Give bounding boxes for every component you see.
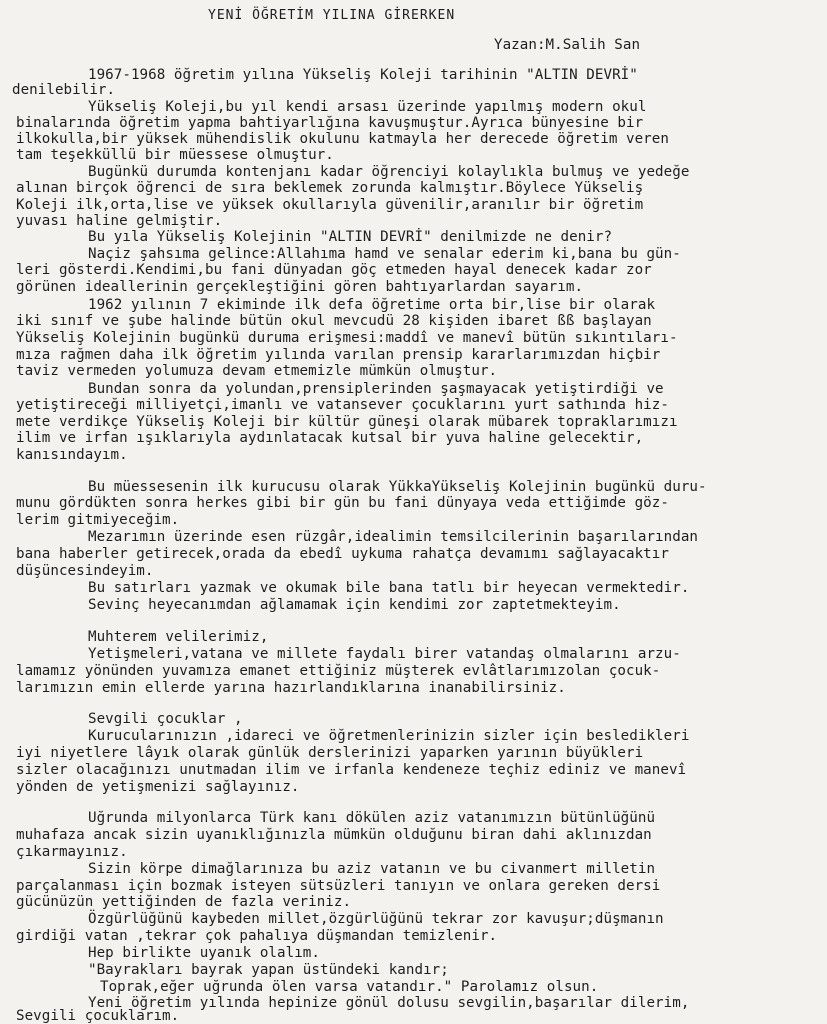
text-line: Sizin körpe dimağlarınıza bu aziz vatanın ve bu civanmert milletin bbox=[88, 861, 656, 877]
text-line: ilkokulla,bir yüksek mühendislik okulunu katmayla her derecede öğretim veren bbox=[16, 131, 669, 147]
text-line: parçalanması için bozmak isteyen sütsüzleri tanıyın ve onlara gereken dersi bbox=[16, 878, 661, 894]
text-line: Hep birlikte uyanık olalım. bbox=[88, 945, 320, 961]
text-line: taviz vermeden yolumuza devam etmemizle mümkün olmuştur. bbox=[16, 363, 498, 379]
text-line: alınan birçok öğrenci de sıra beklemek zorunda kalmıştır.Böylece Yükseliş bbox=[16, 180, 644, 196]
text-line: bana haberler getirecek,orada da ebedî uykuma rahatça devamımı sağlayacaktır bbox=[16, 546, 669, 562]
text-line: Koleji ilk,orta,lise ve yüksek okullarıyla güvenilir,aranılır bir öğretim bbox=[16, 197, 644, 213]
text-line: Toprak,eğer uğrunda ölen varsa vatandır." Parolamız olsun. bbox=[100, 979, 599, 995]
text-line: Bu müessesenin ilk kurucusu olarak YükkaYükseliş Kolejinin bugünkü duru- bbox=[88, 479, 707, 495]
text-line: düşüncesindeyim. bbox=[16, 563, 154, 579]
text-line: binalarında öğretim yapma bahtiyarlığına kavuşmuştur.Ayrıca bünyesine bir bbox=[16, 115, 644, 131]
text-line: Naçiz şahsıma gelince:Allahıma hamd ve senalar ederim ki,bana bu gün- bbox=[88, 246, 681, 262]
text-line: iyi niyetlere lâyık olarak günlük derslerinizi yaparken yarının büyükleri bbox=[16, 745, 644, 761]
text-line: Bugünkü durumda kontenjanı kadar öğrenciyi kolaylıkla bulmuş ve yedeğe bbox=[88, 164, 690, 180]
author-line: Yazan:M.Salih San bbox=[494, 37, 641, 53]
text-line: 1962 yılının 7 ekiminde ilk defa öğretime orta bir,lise bir olarak bbox=[88, 297, 656, 313]
text-line: kanısındayım. bbox=[16, 447, 128, 463]
text-line: ilim ve irfan ışıklarıyla aydınlatacak kutsal bir yuva haline gelecektir, bbox=[16, 430, 644, 446]
text-line: denilebilir. bbox=[12, 82, 116, 98]
text-line: leri gösterdi.Kendimi,bu fani dünyadan göç etmeden hayal denecek kadar zor bbox=[16, 262, 652, 278]
text-line: tam teşekküllü bir müessese olmuştur. bbox=[16, 147, 334, 163]
text-line: larımızın emin ellerde yarına hazırlandıklarına inanabilirsiniz. bbox=[16, 680, 566, 696]
text-line: Mezarımın üzerinde esen rüzgâr,idealimin temsilcilerinin başarılarından bbox=[88, 529, 699, 545]
text-line: yuvası haline gelmiştir. bbox=[16, 213, 223, 229]
text-line: lamamız yönünden yuvamıza emanet ettiğiniz müşterek evlâtlarımızolan çocuk- bbox=[16, 663, 661, 679]
text-line: yetiştireceği milliyetçi,imanlı ve vatansever çocuklarını yurt sathında hiz- bbox=[16, 397, 669, 413]
text-line: "Bayrakları bayrak yapan üstündeki kandır; bbox=[88, 962, 449, 978]
text-line: iki sınıf ve şube halinde bütün okul mevcudü 28 kişiden ibaret ßß başlayan bbox=[16, 313, 652, 329]
text-line: muhafaza ancak sizin uyanıklığınızla mümkün olduğunu biran dahi aklınızdan bbox=[16, 827, 652, 843]
text-line: gücünüzün yettiğinden de fazla veriniz. bbox=[16, 894, 352, 910]
text-line: mıza rağmen daha ilk öğretim yılında varılan prensip kararlarımızdan hiçbir bbox=[16, 347, 661, 363]
text-line: Yetişmeleri,vatana ve millete faydalı birer vatandaş olmalarını arzu- bbox=[88, 646, 681, 662]
text-line: görünen ideallerinin gerçekleştiğini gören bahtıyarlardan sayarım. bbox=[16, 279, 584, 295]
text-line: mete verdikçe Yükseliş Koleji bir kültür güneşi olarak mübarek topraklarımızı bbox=[16, 414, 678, 430]
text-line: Sevgili çocuklar , bbox=[88, 711, 243, 727]
text-line: Sevinç heyecanımdan ağlamamak için kendimi zor zaptetmekteyim. bbox=[88, 597, 621, 613]
text-line: Bu yıla Yükseliş Kolejinin "ALTIN DEVRİ" denilmizde ne denir? bbox=[88, 229, 613, 245]
text-line: Bu satırları yazmak ve okumak bile bana tatlı bir heyecan vermektedir. bbox=[88, 580, 690, 596]
text-line: Yeni öğretim yılında hepinize gönül dolusu sevgilin,başarılar dilerim, bbox=[88, 995, 690, 1011]
text-line: Sevgili çocuklarım. bbox=[16, 1008, 180, 1024]
document-title: YENİ ÖĞRETİM YILINA GİRERKEN bbox=[208, 8, 456, 23]
text-line: lerim gitmiyeceğim. bbox=[16, 512, 180, 528]
text-line: Kurucularınızın ,idareci ve öğretmenlerinizin sizler için besledikleri bbox=[88, 728, 690, 744]
text-line: Özgürlüğünü kaybeden millet,özgürlüğünü tekrar zor kavuşur;düşmanın bbox=[88, 911, 664, 927]
text-line: Yükseliş Kolejinin bugünkü duruma erişmesi:maddî ve manevî bütün sıkıntıları- bbox=[16, 330, 678, 346]
text-line: munu gördükten sonra herkes gibi bir gün bu fani dünyaya veda ettiğimde göz- bbox=[16, 495, 669, 511]
text-line: Bundan sonra da yolundan,prensiplerinden şaşmayacak yetiştirdiği ve bbox=[88, 381, 664, 397]
text-line: yönden de yetişmenizi sağlayınız. bbox=[16, 779, 300, 795]
text-line: sizler olacağınızı unutmadan ilim ve irfanla kendeneze teçhiz ediniz ve manevî bbox=[16, 762, 687, 778]
text-line: çıkarmayınız. bbox=[16, 844, 128, 860]
text-line: 1967-1968 öğretim yılına Yükseliş Koleji tarihinin "ALTIN DEVRİ" bbox=[88, 67, 638, 83]
text-line: Yükseliş Koleji,bu yıl kendi arsası üzerinde yapılmış modern okul bbox=[88, 99, 647, 115]
text-line: girdiği vatan ,tekrar çok pahalıya düşmandan temizlenir. bbox=[16, 928, 498, 944]
text-line: Muhterem velilerimiz, bbox=[88, 629, 269, 645]
text-line: Uğrunda milyonlarca Türk kanı dökülen aziz vatanımızın bütünlüğünü bbox=[88, 810, 656, 826]
